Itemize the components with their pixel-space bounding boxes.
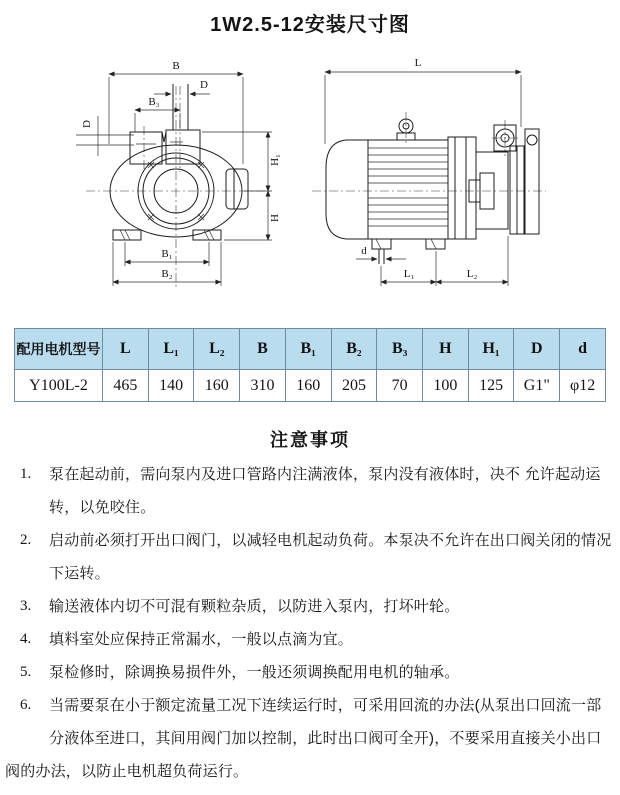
note-line: 当需要泵在小于额定流量工况下连续运行时，可采用回流的办法(从泵出口回流一部: [49, 697, 602, 714]
column-header-L1: L₁: [148, 329, 194, 370]
mounting-feet: [372, 239, 445, 264]
column-header-H: H: [423, 329, 469, 370]
note-line: 阀的办法，以防止电机超负荷运行。: [5, 763, 249, 780]
value-B3: 70: [377, 370, 423, 402]
note-text: [49, 524, 611, 590]
dimension-d: [356, 245, 406, 259]
note-line: 输送液体内切不可混有颗粒杂质，以防进入泵内，打坏叶轮。: [49, 598, 460, 615]
note-line: 转，以免咬住。: [49, 499, 156, 516]
dim-label-h1: H₁: [269, 154, 281, 166]
column-header-B: B: [240, 329, 286, 370]
page-title: 1W2.5-12安装尺寸图: [210, 14, 410, 36]
note-item-6: [5, 689, 608, 788]
note-item-1: [20, 458, 608, 524]
note-number: 4.: [20, 631, 32, 647]
column-header-B2: B₂: [331, 329, 377, 370]
value-B1: 160: [285, 370, 331, 402]
side-flange: [226, 169, 248, 209]
note-number: 1.: [20, 466, 32, 482]
dimension-D-top: [154, 79, 210, 94]
column-header-B1: B₁: [285, 329, 331, 370]
dim-label-b: B: [172, 60, 180, 72]
note-line: 泵检修时，除调换易损件外，一般还须调换配用电机的轴承。: [49, 664, 460, 681]
value-motor-model: Y100L-2: [15, 370, 103, 402]
dimension-D-left: [76, 116, 134, 156]
dim-label-d: d: [361, 245, 367, 257]
note-line: 启动前必须打开出口阀门，以减轻电机起动负荷。本泵决不允许在出口阀关闭的情况: [49, 532, 612, 549]
pump-section: [469, 125, 539, 234]
centerlines: [86, 86, 270, 288]
note-number: 5.: [20, 664, 32, 680]
spec-table: [14, 328, 606, 402]
mounting-feet: [113, 230, 221, 240]
value-H1: 125: [468, 370, 514, 402]
dim-label-b3: B₃: [148, 96, 160, 108]
dim-label-d-left: D: [81, 120, 93, 128]
notes-heading: 注意事项: [270, 430, 350, 450]
column-header-H1: H₁: [468, 329, 514, 370]
column-header-d: d: [560, 329, 606, 370]
note-item-4: [20, 623, 608, 656]
column-header-L2: L₂: [194, 329, 240, 370]
motor-fins: [368, 148, 448, 226]
spec-table-header-row: [15, 329, 606, 370]
note-line: 泵在起动前，需向泵内及进口管路内注满液体，泵内没有液体时，决不 允许起动运: [49, 466, 601, 483]
note-number: 3.: [20, 598, 32, 614]
value-d: φ12: [560, 370, 606, 402]
value-H: 100: [423, 370, 469, 402]
pump-front-view-drawing: [58, 52, 298, 302]
note-text: [49, 623, 608, 656]
column-header-B3: B₃: [377, 329, 423, 370]
note-line: 下运转。: [49, 565, 110, 582]
column-header-motor-model: 配用电机型号: [15, 329, 103, 370]
dim-label-d-top: D: [200, 79, 208, 91]
note-text: [49, 590, 608, 623]
dimension-B1: [125, 242, 209, 266]
dim-label-h: H: [269, 214, 281, 222]
column-header-L: L: [103, 329, 149, 370]
dim-label-l1: L₁: [403, 268, 415, 280]
note-text: [49, 458, 608, 524]
note-item-5: [20, 656, 608, 689]
dim-label-l2: L₂: [466, 268, 478, 280]
column-header-D: D: [514, 329, 560, 370]
pump-side-view-drawing: [298, 52, 563, 302]
note-text: [5, 689, 608, 788]
note-number: 2.: [20, 532, 32, 548]
dimension-L: [325, 57, 521, 144]
dimension-L2: [436, 236, 508, 286]
note-line: 分液体至进口，其间用阀门加以控制，此时出口阀可全开)，不要采用直接关小出口: [49, 730, 602, 747]
dim-label-b2: B₂: [161, 268, 173, 280]
notes-list: [5, 458, 612, 788]
lantern-bracket: [448, 137, 476, 239]
motor-body: [326, 119, 448, 239]
spec-table-data-row: [15, 370, 606, 402]
dimension-H1: [202, 132, 281, 191]
value-B: 310: [240, 370, 286, 402]
value-B2: 205: [331, 370, 377, 402]
note-line: 填料室处应保持正常漏水，一般以点滴为宜。: [49, 631, 354, 648]
note-item-2: [20, 524, 612, 590]
value-L1: 140: [148, 370, 194, 402]
dim-label-l: L: [414, 57, 422, 69]
note-text: [49, 656, 608, 689]
note-number: 6.: [20, 697, 32, 713]
value-L: 465: [103, 370, 149, 402]
dim-label-b1: B₁: [161, 248, 173, 260]
note-item-3: [20, 590, 608, 623]
value-D: G1": [514, 370, 560, 402]
value-L2: 160: [194, 370, 240, 402]
dimension-L1: [381, 251, 436, 286]
